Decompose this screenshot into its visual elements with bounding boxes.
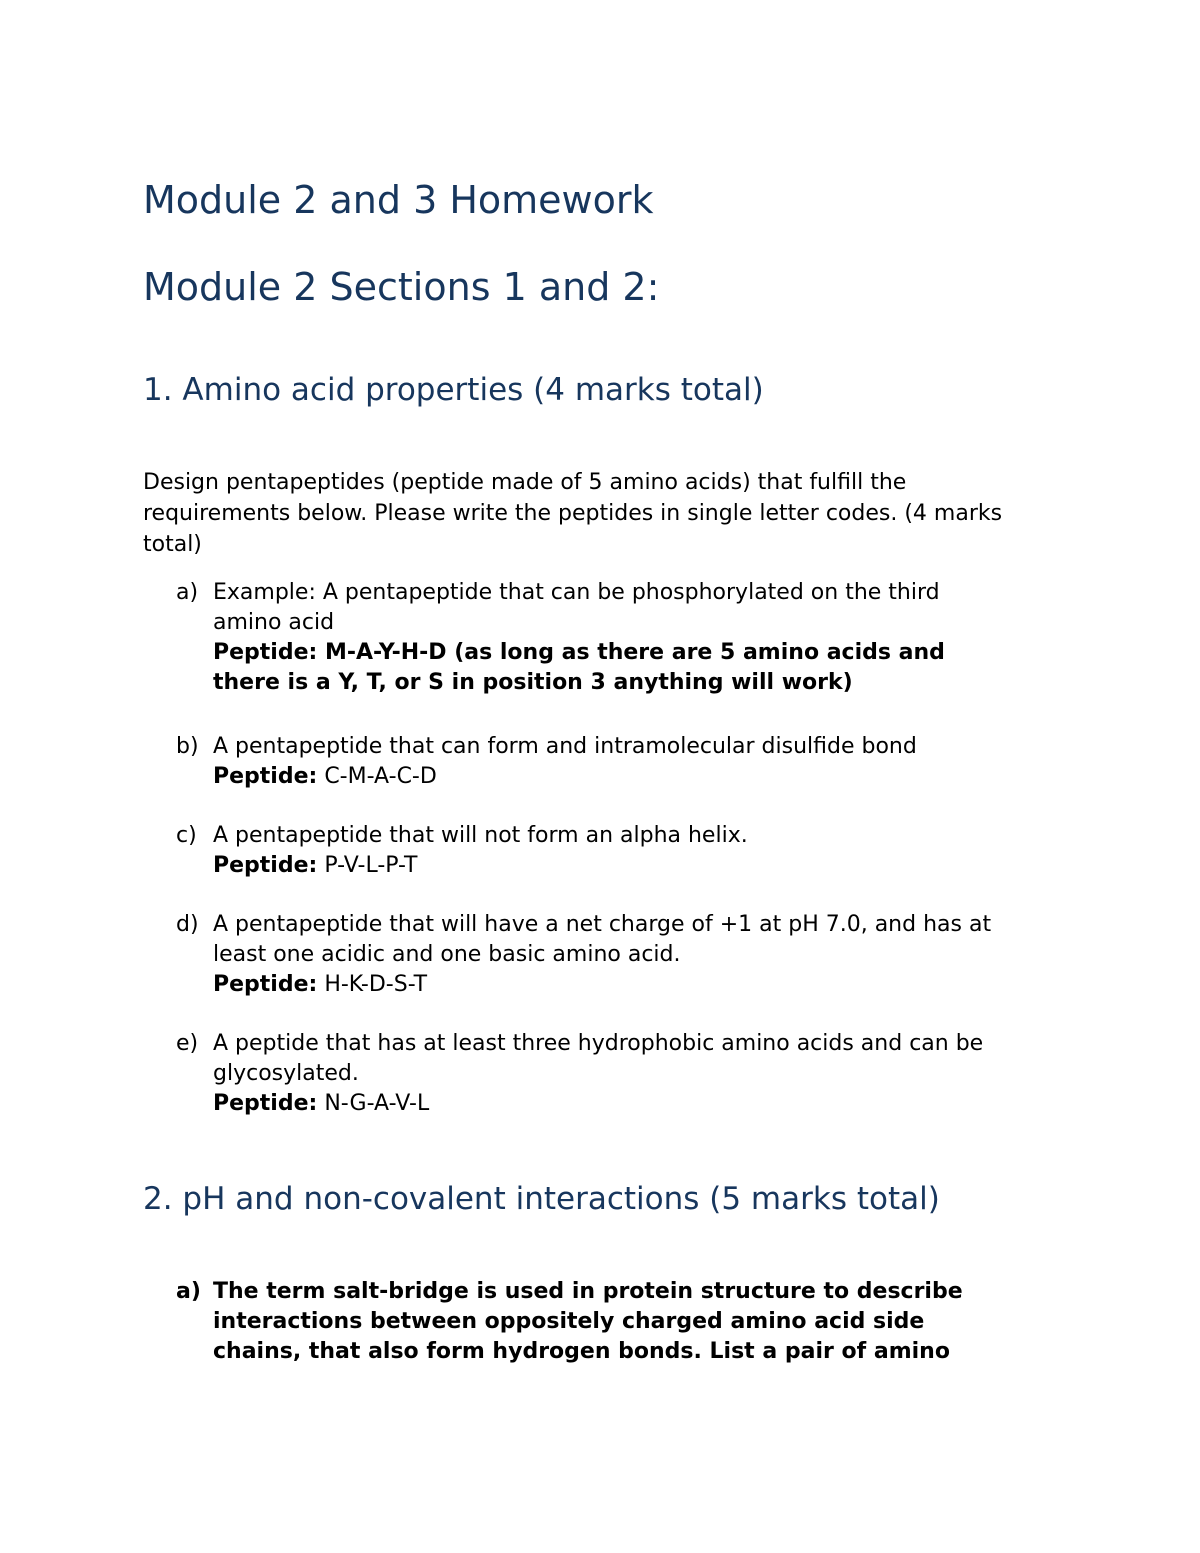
question-text-line: The term salt-bridge is used in protein structure to describe: [213, 1279, 963, 1304]
section-1-heading: 1. Amino acid properties (4 marks total): [143, 372, 764, 408]
answer-value: H-K-D-S-T: [317, 972, 428, 997]
document-title: Module 2 and 3 Homework: [143, 178, 654, 222]
item-marker: c): [176, 823, 197, 848]
answer-label: Peptide:: [213, 972, 318, 997]
document-subtitle: Module 2 Sections 1 and 2:: [143, 265, 660, 309]
question-text-line: amino acid: [213, 610, 335, 635]
question-text-line: Example: A pentapeptide that can be phosphorylated on the third: [213, 580, 940, 605]
question-text-line: A pentapeptide that will not form an alpha helix.: [213, 823, 748, 848]
question-text-line: A peptide that has at least three hydrophobic amino acids and can be: [213, 1031, 984, 1056]
question-text-line: chains, that also form hydrogen bonds. List a pair of amino: [213, 1339, 950, 1364]
item-marker: a): [176, 580, 199, 605]
answer-label: Peptide:: [213, 764, 318, 789]
question-item-c: [176, 821, 1056, 881]
section-2-heading: 2. pH and non-covalent interactions (5 marks total): [143, 1181, 940, 1217]
item-marker: d): [176, 912, 199, 937]
answer-value: N-G-A-V-L: [317, 1091, 430, 1116]
question-item-d: [176, 910, 1056, 1000]
answer-value: P-V-L-P-T: [317, 853, 418, 878]
answer-label: Peptide:: [213, 853, 318, 878]
answer-line: [213, 1089, 1056, 1119]
answer-value: C-M-A-C-D: [317, 764, 437, 789]
question-text-line: interactions between oppositely charged amino acid side: [213, 1309, 925, 1334]
question-text-line: glycosylated.: [213, 1061, 359, 1086]
item-marker: e): [176, 1031, 199, 1056]
question-item-2a: [176, 1277, 1056, 1367]
answer-line: [213, 762, 1056, 792]
question-text-line: A pentapeptide that can form and intramolecular disulfide bond: [213, 734, 917, 759]
answer-line: [213, 970, 1056, 1000]
question-item-a: [176, 578, 1056, 698]
question-text-line: A pentapeptide that will have a net charge of +1 at pH 7.0, and has at: [213, 912, 992, 937]
answer-text-line: there is a Y, T, or S in position 3 anything will work): [213, 670, 853, 695]
answer-text-line: Peptide: M-A-Y-H-D (as long as there are 5 amino acids and: [213, 640, 945, 665]
question-item-b: [176, 732, 1056, 792]
answer-label: Peptide:: [213, 1091, 318, 1116]
question-item-e: [176, 1029, 1056, 1119]
question-text-line: least one acidic and one basic amino acid.: [213, 942, 681, 967]
item-marker: a): [176, 1279, 201, 1304]
answer-line: [213, 851, 1056, 881]
item-marker: b): [176, 734, 199, 759]
section-1-intro: Design pentapeptides (peptide made of 5 amino acids) that fulfill the requirements below. Please write the peptides in single letter codes. (4 marks total): [143, 470, 1003, 557]
